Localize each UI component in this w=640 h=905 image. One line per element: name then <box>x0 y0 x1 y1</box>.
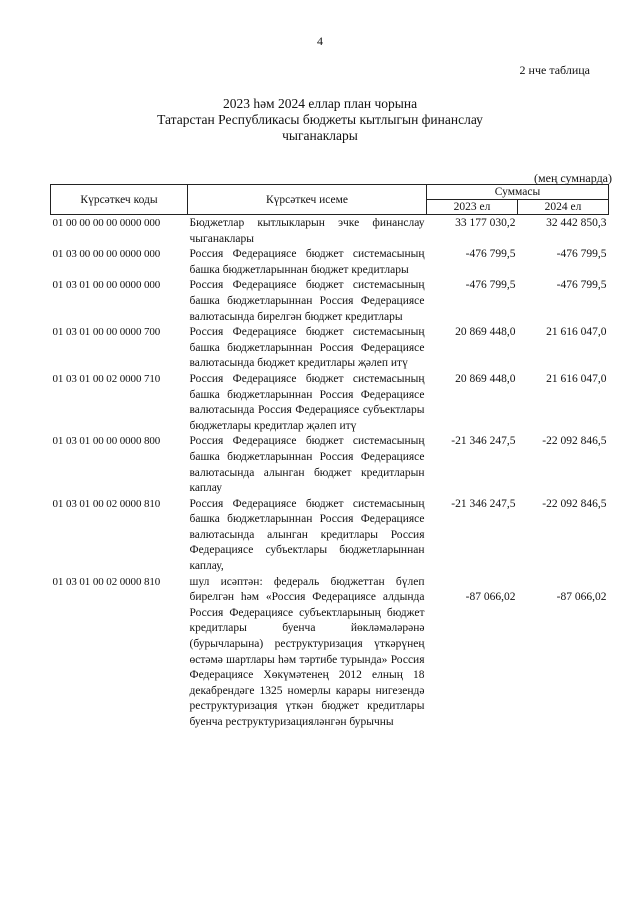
row-value-2024: -476 799,5 <box>556 248 607 261</box>
row-name: Россия Федерациясе бюджет системасының башка бюджетларыннан бюджет кредитлары <box>189 248 425 276</box>
row-value-2024: -476 799,5 <box>556 279 607 292</box>
units-note: (мең сумнарда) <box>534 171 612 185</box>
row-value-2024: -22 092 846,5 <box>542 497 607 510</box>
row-code: 01 03 00 00 00 0000 000 <box>52 248 161 261</box>
document-title <box>0 96 640 144</box>
row-name: Россия Федерациясе бюджет системасының башка бюджетларыннан Россия Федерациясе валютасында алынган кредитлары Россия Федерациясе субъектлары бюджетларыннан каплау, <box>189 497 425 573</box>
row-name: Россия Федерациясе бюджет системасының башка бюджетларыннан Россия Федерациясе валютасында алынган бюджет кредитларын каплау <box>189 435 425 495</box>
row-value-2023: -21 346 247,5 <box>451 497 516 510</box>
row-code: 01 03 01 00 00 0000 700 <box>52 326 161 339</box>
table-row <box>51 575 609 731</box>
table-row <box>51 278 609 325</box>
row-value-2023: 20 869 448,0 <box>455 326 516 339</box>
table-row <box>51 434 609 496</box>
financing-sources-table <box>50 184 609 731</box>
header-sums: Суммасы <box>427 185 609 200</box>
row-value-2023: -21 346 247,5 <box>451 435 516 448</box>
row-code: 01 03 01 00 02 0000 710 <box>52 372 161 385</box>
row-value-2023: -476 799,5 <box>465 248 516 261</box>
row-code: 01 03 01 00 00 0000 000 <box>52 279 161 292</box>
title-line-3: чыганаклары <box>282 128 358 143</box>
header-name: Күрсәткеч исеме <box>188 185 427 215</box>
page-number: 4 <box>317 34 323 48</box>
row-value-2023: -476 799,5 <box>465 279 516 292</box>
row-value-2024: 21 616 047,0 <box>546 326 607 339</box>
table-row <box>51 215 609 248</box>
row-code: 01 03 01 00 02 0000 810 <box>52 575 161 588</box>
table-row <box>51 325 609 372</box>
row-name: шул исәптән: федераль бюджеттан бүлеп бирелгән һәм «Россия Федерациясе алдында Россия Федерациясе субъектларының бюджет кредитлары буенча йөкләмәләрәнә (бурычларына) реструктуризация үткәрүнең өстәмә шартлары һәм тәртибе турында» Россия Федерациясе Хөкүмәтенең 2012 елның 18 декабрендәге 1325 номерлы карары нигезендә реструктуризация үткән бюджет кредитлары буенча реструктуризацияләнгән бурычны <box>189 575 425 728</box>
row-name: Россия Федерациясе бюджет системасының башка бюджетларыннан Россия Федерациясе валютасында бирелгән бюджет кредитлары <box>189 279 425 323</box>
title-line-2: Татарстан Республикасы бюджеты кытлыгын финанслау <box>157 112 483 127</box>
row-value-2023: -87 066,02 <box>465 591 516 604</box>
row-name: Россия Федерациясе бюджет системасының башка бюджетларыннан Россия Федерациясе валютасында Россия Федерациясе субъектлары бюджетлары кредитлар җәлеп итү <box>189 372 425 432</box>
row-value-2024: 21 616 047,0 <box>546 372 607 385</box>
row-value-2024: -87 066,02 <box>556 591 607 604</box>
header-year-2023: 2023 ел <box>427 200 518 215</box>
row-value-2023: 20 869 448,0 <box>455 372 516 385</box>
table-row <box>51 497 609 575</box>
table-label: 2 нче таблица <box>519 63 590 77</box>
header-code: Күрсәткеч коды <box>51 185 188 215</box>
row-code: 01 03 01 00 02 0000 810 <box>52 497 161 510</box>
row-name: Россия Федерациясе бюджет системасының башка бюджетларыннан Россия Федерациясе валютасында бюджет кредитлары җәлеп итү <box>189 326 425 370</box>
row-code: 01 00 00 00 00 0000 000 <box>52 217 161 229</box>
table-row <box>51 247 609 278</box>
row-value-2024: -22 092 846,5 <box>542 435 607 448</box>
row-name: Бюджетлар кытлыкларын эчке финанслау чыганаклары <box>189 217 425 245</box>
row-value-2024: 32 442 850,3 <box>546 217 607 229</box>
title-line-1: 2023 һәм 2024 еллар план чорына <box>222 96 418 111</box>
header-year-2024: 2024 ел <box>518 200 609 215</box>
table-row <box>51 372 609 434</box>
row-code: 01 03 01 00 00 0000 800 <box>52 435 161 448</box>
row-value-2023: 33 177 030,2 <box>455 217 516 229</box>
